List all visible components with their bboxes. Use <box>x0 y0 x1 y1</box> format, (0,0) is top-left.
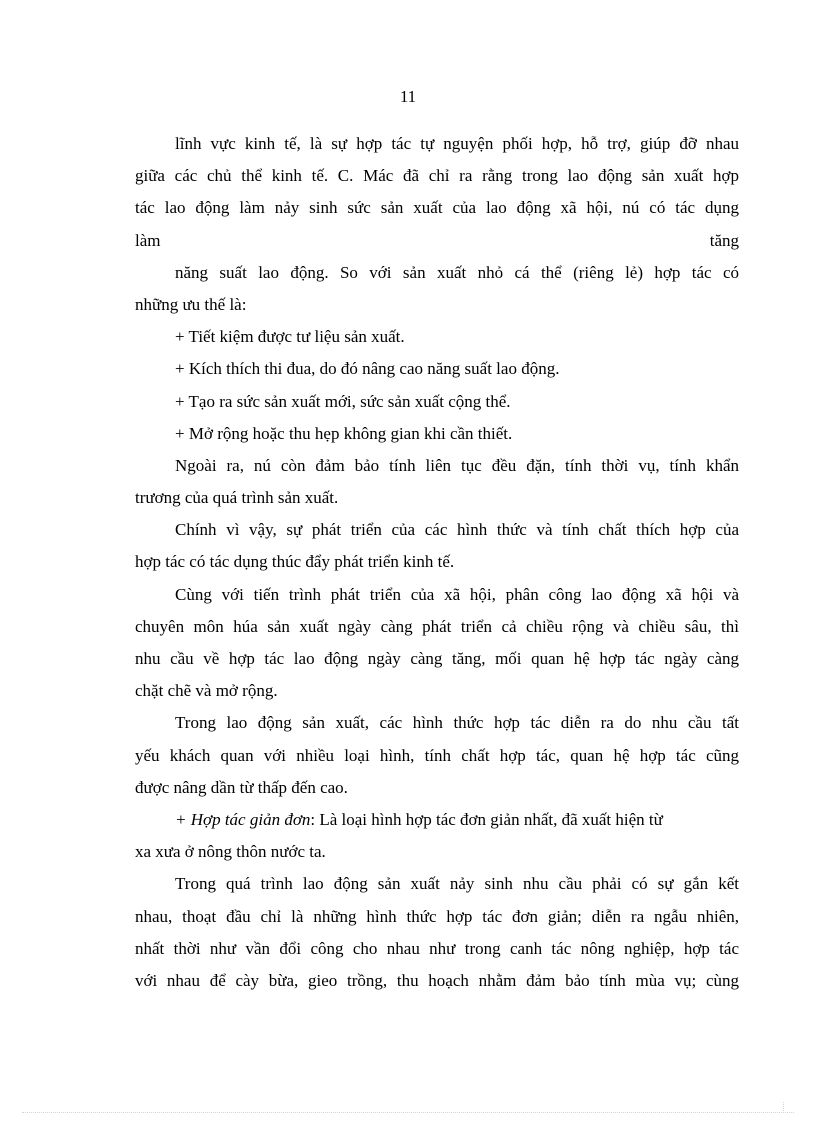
page-corner-mark <box>783 1102 784 1113</box>
text-line: Cùng với tiến trình phát triển của xã hội, phân công lao động xã hội và <box>175 584 739 604</box>
text-line: yếu khách quan với nhiều loại hình, tính chất hợp tác, quan hệ hợp tác cũng <box>135 745 739 765</box>
text-line: giữa các chủ thể kinh tế. C. Mác đã chỉ ra rằng trong lao động sản xuất hợp <box>135 166 739 186</box>
text-line: hợp tác có tác dụng thúc đẩy phát triển kinh tế. <box>135 552 455 572</box>
bullet-item: + Tiết kiệm được tư liệu sản xuất. <box>175 327 405 347</box>
text-line: năng suất lao động. So với sản xuất nhỏ cá thể (riêng lẻ) hợp tác có <box>175 262 739 282</box>
text-line: những ưu thế là: <box>135 294 247 314</box>
page-number: 11 <box>399 87 417 106</box>
text-line: với nhau để cày bừa, gieo trồng, thu hoạch nhằm đảm bảo tính mùa vụ; cùng <box>135 970 739 990</box>
text-line: nhau, thoạt đầu chỉ là những hình thức hợp tác đơn giản; diễn ra ngẫu nhiên, <box>135 906 739 926</box>
text-line: nhất thời như vần đổi công cho nhau như trong canh tác nông nghiệp, hợp tác <box>135 938 739 958</box>
text-line: được nâng dần từ thấp đến cao. <box>135 777 348 797</box>
bullet-item: + Mở rộng hoặc thu hẹp không gian khi cần thiết. <box>175 423 513 443</box>
text-line: làm tăng <box>135 230 739 250</box>
text-line: Ngoài ra, nú còn đảm bảo tính liên tục đều đặn, tính thời vụ, tính khẩn <box>175 455 739 475</box>
text-line: xa xưa ở nông thôn nước ta. <box>135 842 326 862</box>
page-footer-border <box>22 1112 794 1113</box>
text-line: Trong quá trình lao động sản xuất nảy sinh nhu cầu phải có sự gắn kết <box>175 874 739 894</box>
bullet-item: + Kích thích thi đua, do đó nâng cao năng suất lao động. <box>175 359 560 379</box>
text-line: lĩnh vực kinh tế, là sự hợp tác tự nguyện phối hợp, hỗ trợ, giúp đỡ nhau <box>175 134 739 153</box>
text-line: nhu cầu về hợp tác lao động ngày càng tăng, mối quan hệ hợp tác ngày càng <box>135 649 739 668</box>
text-line: Trong lao động sản xuất, các hình thức hợp tác diễn ra do nhu cầu tất <box>175 713 739 733</box>
term-definition: : Là loại hình hợp tác đơn giản nhất, đã xuất hiện từ <box>310 809 663 829</box>
text-line: tác lao động làm nảy sinh sức sản xuất của lao động xã hội, nú có tác dụng <box>135 198 739 218</box>
bullet-item: + Tạo ra sức sản xuất mới, sức sản xuất cộng thể. <box>175 391 511 411</box>
text-line-definition <box>135 804 739 836</box>
text-line: Chính vì vậy, sự phát triển của các hình thức và tính chất thích hợp của <box>175 520 739 540</box>
body-text <box>135 128 739 997</box>
text-line: chuyên môn húa sản xuất ngày càng phát triển cả chiều rộng và chiều sâu, thì <box>135 616 739 636</box>
text-line: chặt chẽ và mở rộng. <box>135 681 278 701</box>
text-line: trương của quá trình sản xuất. <box>135 488 339 508</box>
term-italic: + Hợp tác giản đơn <box>175 809 311 829</box>
